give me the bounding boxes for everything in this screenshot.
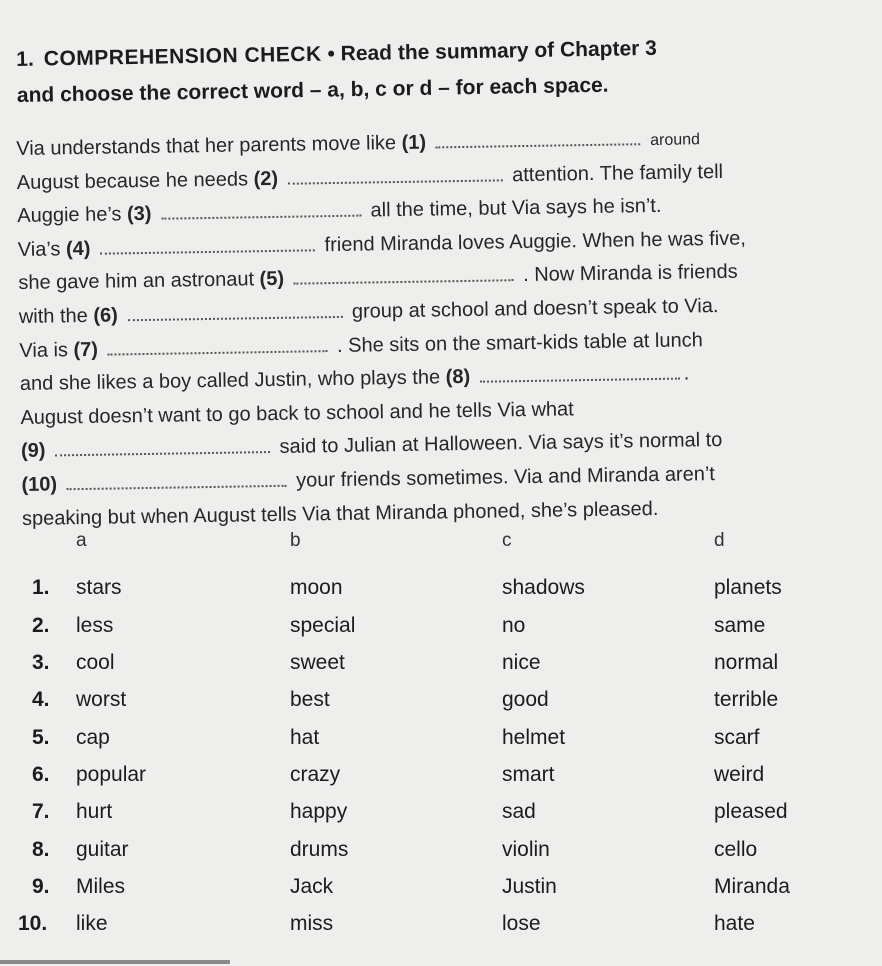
option-row bbox=[0, 763, 882, 799]
option-row bbox=[0, 726, 882, 762]
gap-number: (9) bbox=[20, 439, 46, 463]
option-a[interactable]: cool bbox=[76, 651, 115, 674]
gap-blank[interactable] bbox=[293, 262, 513, 285]
option-d[interactable]: terrible bbox=[714, 688, 779, 711]
gap-blank[interactable] bbox=[479, 360, 679, 383]
option-b[interactable]: sweet bbox=[290, 651, 345, 674]
option-a[interactable]: cap bbox=[76, 726, 110, 749]
option-c[interactable]: good bbox=[502, 688, 549, 711]
row-number: 8. bbox=[32, 838, 50, 861]
row-number: 5. bbox=[32, 726, 50, 749]
option-d[interactable]: weird bbox=[714, 763, 765, 786]
option-c[interactable]: sad bbox=[502, 800, 536, 823]
gap-number: (1) bbox=[401, 131, 427, 154]
row-number: 1. bbox=[32, 576, 50, 599]
option-row bbox=[0, 576, 882, 612]
option-row bbox=[0, 651, 882, 687]
option-row bbox=[0, 614, 882, 650]
summary-text: August doesn’t want to go back to school and he tells Via what bbox=[20, 398, 574, 429]
option-d[interactable]: planets bbox=[714, 576, 782, 599]
option-c[interactable]: smart bbox=[502, 763, 555, 786]
gap-blank[interactable] bbox=[435, 125, 640, 148]
gap-number: (6) bbox=[93, 304, 119, 327]
summary-text: Via is bbox=[19, 338, 69, 362]
gap-number: (2) bbox=[253, 167, 279, 190]
summary-text: friend Miranda loves Auggie. When he was five, bbox=[324, 227, 747, 256]
column-header-d: d bbox=[714, 530, 725, 551]
option-b[interactable]: moon bbox=[290, 576, 343, 599]
row-number: 2. bbox=[32, 614, 50, 637]
option-a[interactable]: Miles bbox=[76, 875, 126, 898]
column-header-b: b bbox=[290, 530, 301, 551]
option-d[interactable]: cello bbox=[714, 838, 758, 861]
summary-text: said to Julian at Halloween. Via says it’s normal to bbox=[279, 429, 723, 459]
summary-text: August because he needs bbox=[16, 167, 249, 194]
gap-blank[interactable] bbox=[287, 161, 502, 184]
exercise-title: COMPREHENSION CHECK bbox=[43, 42, 322, 71]
row-number: 6. bbox=[32, 763, 50, 786]
chapter-summary bbox=[16, 119, 882, 536]
summary-text: and she likes a boy called Justin, who plays the bbox=[19, 366, 441, 396]
summary-text: around bbox=[650, 131, 701, 150]
option-c[interactable]: Justin bbox=[502, 875, 557, 898]
option-row bbox=[0, 800, 882, 836]
gap-blank[interactable] bbox=[55, 433, 270, 456]
summary-text: . Now Miranda is friends bbox=[522, 261, 738, 287]
summary-text: group at school and doesn’t speak to Via. bbox=[351, 294, 719, 323]
gap-number: (5) bbox=[259, 268, 285, 291]
column-header-c: c bbox=[502, 530, 512, 551]
option-c[interactable]: no bbox=[502, 614, 526, 637]
option-a[interactable]: like bbox=[76, 912, 108, 935]
gap-blank[interactable] bbox=[127, 298, 342, 321]
summary-text: . She sits on the smart-kids table at lunch bbox=[336, 328, 703, 357]
option-b[interactable]: happy bbox=[290, 800, 348, 823]
option-b[interactable]: Jack bbox=[290, 875, 334, 898]
summary-text: Via understands that her parents move like bbox=[16, 132, 397, 160]
gap-blank[interactable] bbox=[100, 231, 315, 254]
option-row bbox=[0, 688, 882, 724]
option-d[interactable]: hate bbox=[714, 912, 755, 935]
option-c[interactable]: lose bbox=[502, 912, 541, 935]
row-number: 7. bbox=[32, 800, 50, 823]
summary-text: Via’s bbox=[17, 238, 61, 261]
exercise-number: 1. bbox=[16, 47, 35, 71]
instruction-part-1: • Read the summary of Chapter 3 bbox=[327, 36, 658, 66]
row-number: 3. bbox=[32, 651, 50, 674]
option-b[interactable]: crazy bbox=[290, 763, 341, 786]
option-b[interactable]: miss bbox=[290, 912, 334, 935]
option-row bbox=[0, 912, 882, 948]
summary-text: . bbox=[683, 362, 690, 385]
option-d[interactable]: pleased bbox=[714, 800, 788, 823]
instruction-part-2: and choose the correct word – a, b, c or d – for each space. bbox=[16, 73, 609, 107]
option-a[interactable]: less bbox=[76, 614, 114, 637]
summary-text: your friends sometimes. Via and Miranda aren’t bbox=[296, 463, 716, 492]
row-number: 4. bbox=[32, 688, 50, 711]
gap-blank[interactable] bbox=[107, 332, 327, 355]
option-c[interactable]: violin bbox=[502, 838, 550, 861]
gap-number: (10) bbox=[21, 473, 58, 496]
option-d[interactable]: normal bbox=[714, 651, 779, 674]
option-row bbox=[0, 838, 882, 874]
option-b[interactable]: hat bbox=[290, 726, 320, 749]
gap-number: (4) bbox=[65, 237, 91, 261]
option-c[interactable]: nice bbox=[502, 651, 541, 674]
summary-text: all the time, but Via says he isn’t. bbox=[370, 195, 662, 222]
column-header-a: a bbox=[76, 530, 87, 551]
gap-blank[interactable] bbox=[161, 197, 361, 220]
option-a[interactable]: stars bbox=[76, 576, 122, 599]
gap-number: (7) bbox=[73, 338, 99, 361]
option-a[interactable]: guitar bbox=[76, 838, 129, 861]
option-b[interactable]: special bbox=[290, 614, 356, 637]
option-row bbox=[0, 875, 882, 911]
option-d[interactable]: same bbox=[714, 614, 766, 637]
gap-number: (3) bbox=[126, 203, 152, 226]
option-d[interactable]: scarf bbox=[714, 726, 760, 749]
exercise-heading bbox=[16, 27, 867, 114]
summary-text: she gave him an astronaut bbox=[18, 268, 255, 295]
option-a[interactable]: popular bbox=[76, 763, 147, 786]
option-a[interactable]: worst bbox=[76, 688, 127, 711]
row-number: 9. bbox=[32, 875, 50, 898]
summary-text: Auggie he’s bbox=[17, 203, 122, 228]
bottom-divider bbox=[0, 960, 230, 964]
summary-text: with the bbox=[18, 304, 88, 328]
row-number: 10. bbox=[18, 912, 48, 935]
option-d[interactable]: Miranda bbox=[714, 875, 790, 898]
option-c[interactable]: helmet bbox=[502, 726, 566, 749]
summary-text: speaking but when August tells Via that Miranda phoned, she’s pleased. bbox=[21, 497, 659, 530]
option-a[interactable]: hurt bbox=[76, 800, 113, 823]
gap-blank[interactable] bbox=[66, 467, 286, 490]
option-b[interactable]: drums bbox=[290, 838, 349, 861]
gap-number: (8) bbox=[445, 366, 471, 389]
summary-text: attention. The family tell bbox=[511, 160, 724, 186]
option-b[interactable]: best bbox=[290, 688, 330, 711]
option-c[interactable]: shadows bbox=[502, 576, 585, 599]
